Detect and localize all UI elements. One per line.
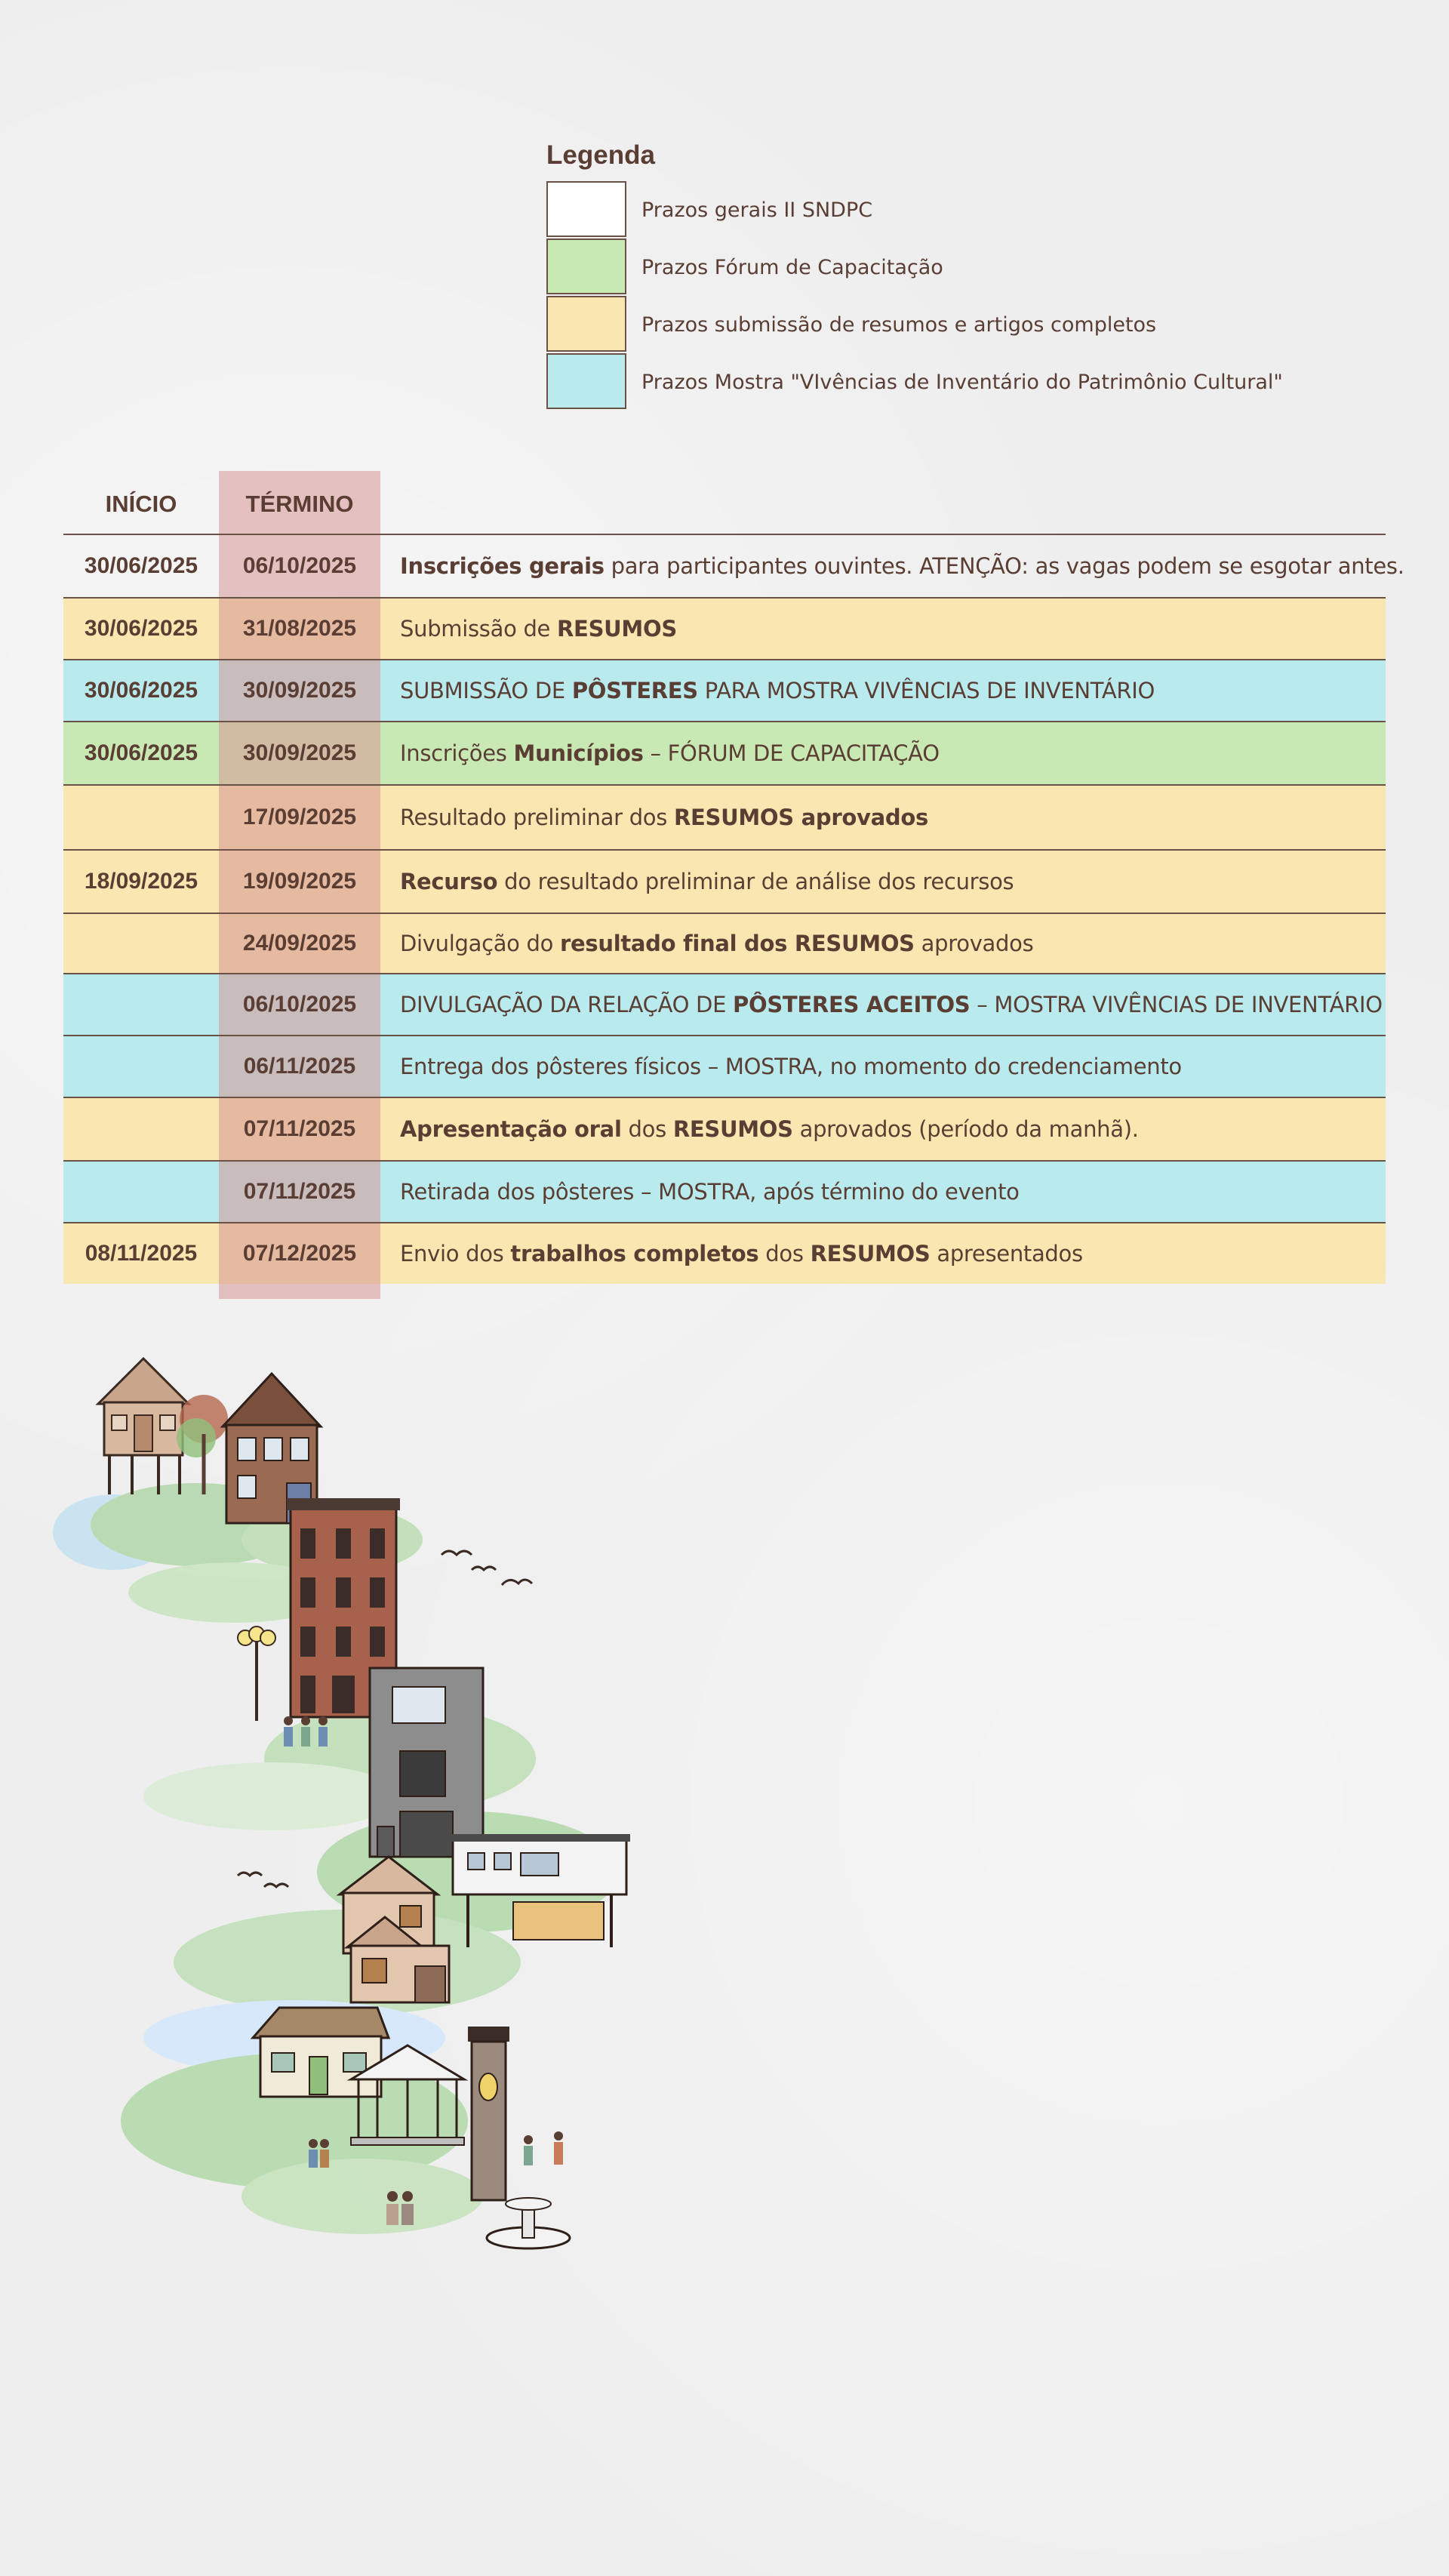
table-row [63,974,1386,1036]
table-row [63,1162,1386,1223]
cell-termino: 06/11/2025 [243,1054,356,1079]
legend [546,140,1283,411]
desc-text: dos [758,1241,811,1266]
cell-description [400,660,1155,721]
desc-bold: PÔSTERES ACEITOS [733,992,971,1017]
cell-termino: 31/08/2025 [242,616,357,641]
cell-termino: 07/11/2025 [243,1116,356,1141]
schedule-table [63,534,1404,1284]
desc-text: Entrega dos pôsteres físicos – MOSTRA, no momento do credenciamento [400,1054,1182,1079]
legend-item-submission [546,296,1283,353]
cell-description [400,1036,1182,1097]
legend-item-general [546,181,1283,239]
town-illustration [45,1343,664,2294]
desc-text: DIVULGAÇÃO DA RELAÇÃO DE [400,992,734,1017]
cell-description [400,974,1383,1035]
cell-inicio: 30/06/2025 [84,740,198,765]
cell-description [400,722,940,784]
desc-bold: trabalhos completos [510,1241,759,1266]
cell-inicio [63,974,219,1035]
desc-bold: RESUMOS [672,1116,793,1142]
desc-bold: resultado final dos RESUMOS [560,931,915,956]
desc-text: dos [621,1116,673,1142]
cell-inicio: 30/06/2025 [84,616,198,641]
lamp-post-icon [238,1627,275,1721]
legend-item-forum [546,239,1283,296]
cell-inicio [63,1098,219,1160]
tree-icon [177,1395,228,1494]
header-inicio: INÍCIO [105,491,177,517]
cell-description [400,786,928,849]
cell-termino: 07/12/2025 [242,1241,357,1266]
cell-description [400,1162,1020,1222]
cell-description [400,1098,1139,1160]
legend-swatch-yellow [546,296,626,352]
desc-text: apresentados [930,1241,1083,1266]
cell-inicio: 08/11/2025 [85,1241,198,1266]
cell-description [400,914,1033,973]
people-icon [284,1716,328,1747]
cell-description [400,599,677,659]
cell-termino: 06/10/2025 [242,553,357,578]
table-row [63,1036,1386,1098]
desc-text: – MOSTRA VIVÊNCIAS DE INVENTÁRIO [970,992,1383,1017]
desc-bold: Inscrições gerais [400,553,605,579]
desc-bold: Municípios [513,740,644,766]
cell-termino: 19/09/2025 [242,869,357,894]
table-row [63,660,1386,722]
desc-text: para participantes ouvintes. ATENÇÃO: as vagas podem se esgotar antes. [604,553,1404,579]
desc-text: – FÓRUM DE CAPACITAÇÃO [643,740,940,766]
desc-text: aprovados (período da manhã). [792,1116,1139,1142]
cell-inicio [63,914,219,973]
desc-text: PARA MOSTRA VIVÊNCIAS DE INVENTÁRIO [697,678,1155,703]
cell-inicio: 30/06/2025 [84,553,198,578]
cottage [253,2008,389,2097]
table-row [63,851,1386,914]
cell-description [400,851,1014,913]
desc-bold: Recurso [400,869,498,894]
desc-text: SUBMISSÃO DE [400,678,572,703]
desc-bold: RESUMOS [557,616,677,642]
desc-bold: RESUMOS aprovados [673,805,928,830]
table-row [63,599,1386,660]
legend-label: Prazos gerais II SNDPC [641,198,873,222]
table-row [63,1223,1386,1284]
cell-termino: 17/09/2025 [242,805,357,829]
table-row [63,722,1386,786]
stilt-house [98,1359,189,1494]
desc-bold: RESUMOS [810,1241,931,1266]
desc-text: Submissão de [400,616,558,642]
cell-inicio: 30/06/2025 [84,678,198,703]
desc-text: Divulgação do [400,931,561,956]
legend-swatch-white [546,181,626,237]
table-row [63,786,1386,851]
legend-label: Prazos Fórum de Capacitação [641,255,943,279]
legend-swatch-green [546,239,626,294]
cell-inicio: 18/09/2025 [84,869,198,894]
legend-swatch-cyan [546,353,626,409]
cell-inicio [63,1036,219,1097]
cell-description [400,1223,1083,1284]
cell-description [400,535,1404,597]
cell-termino: 30/09/2025 [242,678,357,703]
desc-text: Inscrições [400,740,514,766]
legend-title: Legenda [546,140,655,170]
desc-text: do resultado preliminar de análise dos recursos [497,869,1014,894]
desc-bold: Apresentação oral [400,1116,622,1142]
cell-termino: 07/11/2025 [243,1179,356,1204]
grey-townhouse [370,1668,483,1857]
cell-termino: 30/09/2025 [242,740,357,765]
table-row [63,535,1404,599]
header-termino: TÉRMINO [245,491,354,517]
legend-item-mostra [546,353,1283,411]
bell-tower [468,2027,509,2200]
cell-termino: 24/09/2025 [242,931,357,956]
desc-text: Envio dos [400,1241,511,1266]
table-row [63,1098,1386,1162]
legend-label: Prazos submissão de resumos e artigos completos [641,312,1157,337]
cell-inicio [63,786,219,849]
legend-label: Prazos Mostra "VIvências de Inventário do Patrimônio Cultural" [641,370,1283,394]
desc-text: aprovados [914,931,1034,956]
fountain-icon [487,2198,570,2248]
cell-inicio [63,1162,219,1222]
desc-text: Retirada dos pôsteres – MOSTRA, após término do evento [400,1179,1020,1205]
table-row [63,914,1386,974]
cell-termino: 06/10/2025 [242,992,357,1017]
desc-bold: PÔSTERES [571,678,698,703]
table-header [63,471,1386,534]
desc-text: Resultado preliminar dos [400,805,674,830]
